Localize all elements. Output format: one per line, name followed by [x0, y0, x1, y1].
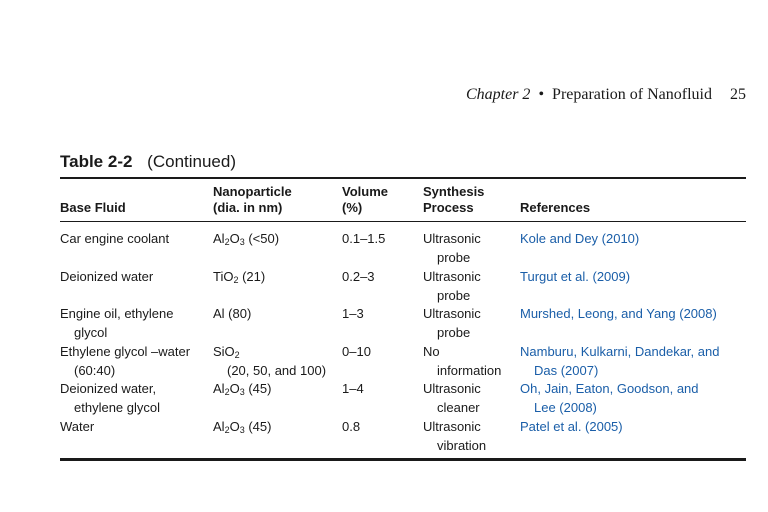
reference-link[interactable]: Turgut et al. (2009): [520, 269, 631, 284]
cell-text: vibration: [437, 438, 487, 453]
column-header-references: [520, 200, 590, 216]
cell-process: [423, 379, 481, 417]
cell-base-fluid: [60, 267, 153, 286]
formula-subscript: 3: [239, 387, 245, 397]
formula-part: O: [229, 381, 240, 396]
cell-text: information: [437, 363, 502, 378]
cell-reference[interactable]: [520, 417, 623, 436]
cell-text: (20, 50, and 100): [227, 363, 327, 378]
reference-link[interactable]: Oh, Jain, Eaton, Goodson, and: [520, 381, 699, 396]
column-header-subtext: Process: [423, 200, 474, 215]
cell-reference[interactable]: [520, 267, 630, 286]
cell-base-fluid: [60, 379, 160, 417]
cell-nanoparticle: [213, 267, 265, 286]
cell-process: [423, 342, 501, 380]
cell-base-fluid: [60, 342, 190, 380]
cell-text: Ultrasonic: [423, 419, 481, 434]
cell-text: probe: [437, 288, 471, 303]
column-header-base-fluid: [60, 200, 126, 216]
column-header-text: Nanoparticle: [213, 184, 292, 199]
cell-text: Ultrasonic: [423, 306, 481, 321]
formula-subscript: 3: [239, 425, 245, 435]
cell-base-fluid: [60, 417, 94, 436]
formula-part: O: [229, 419, 240, 434]
cell-base-fluid: [60, 229, 169, 248]
reference-link[interactable]: Murshed, Leong, and Yang (2008): [520, 306, 717, 321]
cell-base-fluid: [60, 304, 173, 342]
cell-nanoparticle: [213, 229, 279, 248]
cell-reference[interactable]: [520, 304, 717, 323]
formula-part: Al (80): [213, 306, 252, 321]
cell-reference[interactable]: [520, 342, 719, 380]
cell-volume: 0.2–3: [342, 269, 375, 284]
column-header-text: Base Fluid: [60, 200, 126, 215]
cell-reference[interactable]: [520, 379, 699, 417]
column-header-text: Synthesis: [423, 184, 485, 199]
reference-link[interactable]: Kole and Dey (2010): [520, 231, 640, 246]
reference-link[interactable]: Lee (2008): [534, 400, 597, 415]
reference-link[interactable]: Namburu, Kulkarni, Dandekar, and: [520, 344, 720, 359]
formula-part: (45): [244, 381, 272, 396]
column-header-text: References: [520, 200, 591, 215]
cell-nanoparticle: [213, 417, 271, 436]
cell-text: Car engine coolant: [60, 231, 170, 246]
cell-text: cleaner: [437, 400, 480, 415]
page-number: 25: [730, 86, 746, 103]
formula-part: Al: [213, 231, 225, 246]
column-header-synthesis-process: [423, 184, 484, 216]
cell-process: [423, 229, 481, 267]
cell-reference[interactable]: [520, 229, 639, 248]
header-bullet: •: [538, 86, 545, 103]
formula-part: (45): [244, 419, 272, 434]
formula-part: Al: [213, 381, 225, 396]
cell-process: [423, 417, 486, 455]
chapter-label: Chapter 2: [465, 86, 531, 103]
cell-text: Deionized water,: [60, 381, 157, 396]
formula-part: SiO: [213, 344, 235, 359]
cell-volume: 1–3: [342, 306, 364, 321]
formula-part: (21): [238, 269, 266, 284]
cell-nanoparticle: [213, 379, 271, 398]
column-header-volume: [342, 184, 388, 216]
formula-subscript: 2: [233, 275, 239, 285]
table-top-rule: [60, 177, 746, 179]
table-header-rule: [60, 221, 746, 222]
cell-text: Ultrasonic: [423, 269, 481, 284]
column-header-subtext: (%): [342, 200, 363, 215]
cell-text: Ethylene glycol –water: [60, 344, 191, 359]
cell-text: Water: [60, 419, 95, 434]
cell-volume: 0–10: [342, 344, 371, 359]
cell-process: [423, 267, 481, 305]
formula-subscript: 2: [224, 425, 230, 435]
table-caption: [60, 152, 236, 172]
cell-text: No: [423, 344, 440, 359]
formula-subscript: 2: [234, 350, 240, 360]
table-continued: (Continued): [147, 152, 236, 171]
cell-text: probe: [437, 325, 471, 340]
cell-nanoparticle: [213, 342, 326, 380]
cell-text: ethylene glycol: [74, 400, 160, 415]
formula-subscript: 3: [239, 237, 245, 247]
running-header: [466, 86, 746, 104]
formula-part: TiO: [213, 269, 234, 284]
table-bottom-rule: [60, 458, 746, 461]
cell-text: Ultrasonic: [423, 231, 481, 246]
chapter-title: Preparation of Nanofluid: [552, 86, 712, 103]
column-header-nanoparticle: [213, 184, 292, 216]
cell-text: Engine oil, ethylene: [60, 306, 174, 321]
cell-volume: 1–4: [342, 381, 364, 396]
formula-subscript: 2: [224, 237, 230, 247]
formula-part: Al: [213, 419, 225, 434]
cell-process: [423, 304, 481, 342]
reference-link[interactable]: Patel et al. (2005): [520, 419, 623, 434]
cell-volume: 0.8: [342, 419, 361, 434]
cell-volume: 0.1–1.5: [342, 231, 386, 246]
cell-text: probe: [437, 250, 471, 265]
formula-part: (<50): [244, 231, 280, 246]
formula-subscript: 2: [224, 387, 230, 397]
column-header-subtext: (dia. in nm): [213, 200, 283, 215]
cell-nanoparticle: [213, 304, 251, 323]
cell-text: Ultrasonic: [423, 381, 481, 396]
cell-text: Deionized water: [60, 269, 154, 284]
table-label: Table 2-2: [60, 152, 133, 171]
reference-link[interactable]: Das (2007): [534, 363, 599, 378]
cell-text: (60:40): [74, 363, 116, 378]
formula-part: O: [229, 231, 240, 246]
cell-text: glycol: [74, 325, 108, 340]
column-header-text: Volume: [342, 184, 388, 199]
